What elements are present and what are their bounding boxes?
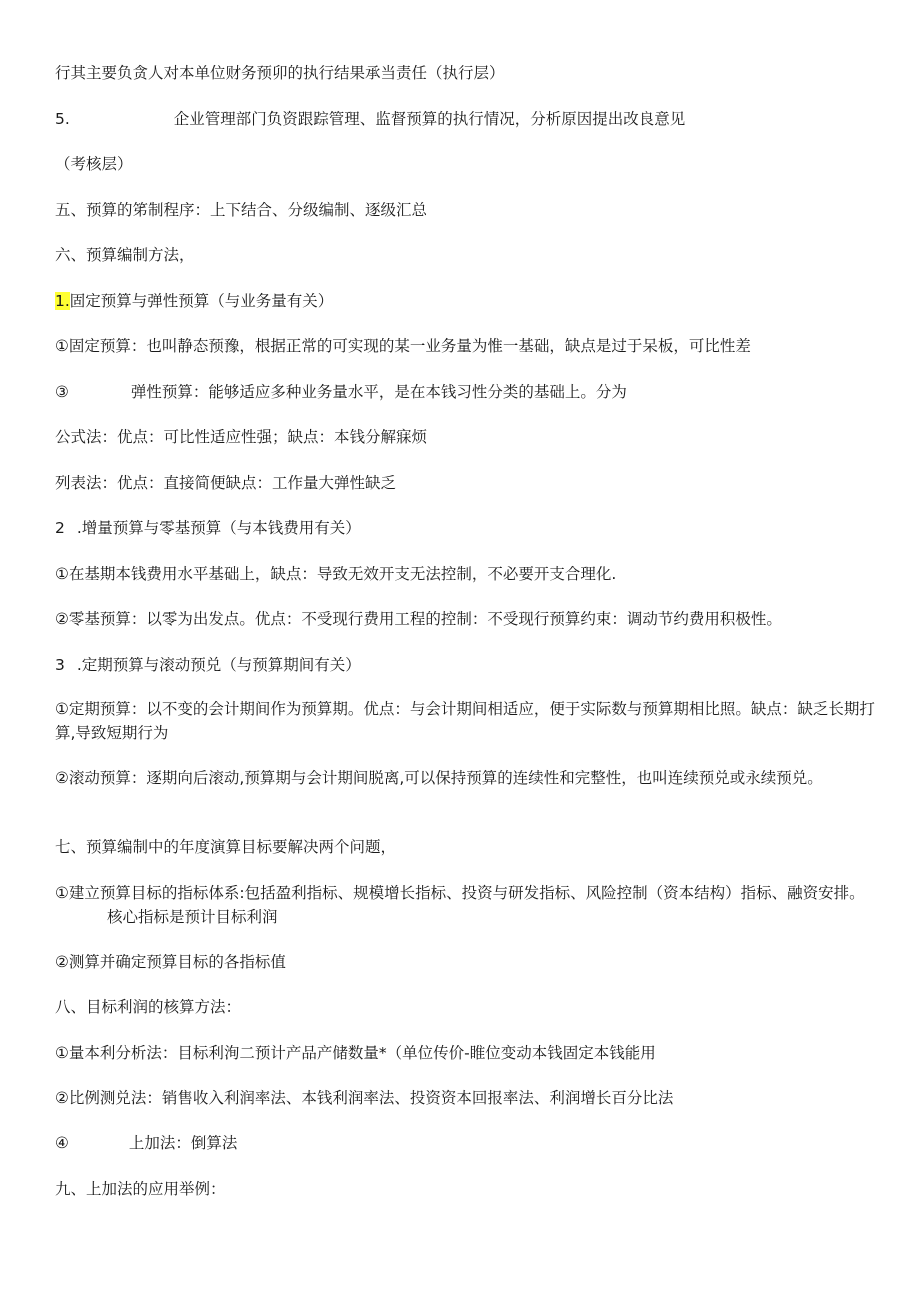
subheading-incremental-zero bbox=[55, 517, 361, 539]
paragraph-flexible-budget bbox=[55, 381, 627, 403]
subheading-text: .定期预算与滚动预兑（与预算期间有关） bbox=[76, 656, 361, 674]
heading-section-6: 六、预算编制方法， bbox=[55, 246, 195, 264]
item-text: 弹性预算：能够适应多种业务量水平，是在本钱习性分类的基础上。分为 bbox=[130, 383, 627, 401]
heading-section-8: 八、目标利润的核算方法： bbox=[55, 998, 242, 1016]
paragraph-incremental-budget: ①在基期本钱费用水平基础上，缺点：导致无效开支无法控制，不必要开支合理化. bbox=[55, 565, 617, 583]
indicator-system-text: ①建立预算目标的指标体系:包括盈利指标、规模增长指标、投资与研发指标、风险控制（资本结构）指标、融资安排。 bbox=[55, 884, 865, 902]
heading-section-9: 九、上加法的应用举例： bbox=[55, 1180, 226, 1198]
item-number: ③ bbox=[55, 383, 69, 401]
heading-section-5: 五、预算的笫制程序：上下结合、分级编制、逐级汇总 bbox=[55, 201, 428, 219]
paragraph-fixed-budget: ①固定预算：也叫静态预豫，根据正常的可实现的某一业务量为惟一基础，缺点是过于呆板，可比性差 bbox=[55, 337, 751, 355]
heading-section-7: 七、预算编制中的年度演算目标要解决两个问题， bbox=[55, 838, 397, 856]
paragraph-rolling-budget: ②滚动预算：逐期向后滚动,预算期与会计期间脱离,可以保持预算的连续性和完整性，也叫连续预兑或永续预兑。 bbox=[55, 769, 823, 787]
core-indicator-text: 核心指标是预计目标利润 bbox=[107, 908, 278, 926]
item-text: 企业管理部门负资跟踪管理、监督预算的执行情况，分析原因提出改良意见 bbox=[173, 110, 686, 128]
paragraph-periodic-budget: ①定期预算：以不变的会计期间作为预算期。优点：与会计期间相适应，便于实际数与预算期相比照。缺点：缺乏长期打算,导致短期行为 bbox=[55, 700, 875, 742]
subheading-text: 固定预算与弹性预算（与业务量有关） bbox=[69, 292, 334, 310]
paragraph-formula-method: 公式法：优点：可比性适应性强；缺点：本钱分解寐烦 bbox=[55, 428, 428, 446]
paragraph-ratio-method: ②比例测兑法：销售收入利润率法、本钱利润率法、投资资本回报率法、利润增长百分比法 bbox=[55, 1089, 674, 1107]
item-number: 2 bbox=[55, 519, 65, 537]
paragraph-calc-target-values: ②测算并确定预算目标的各指标值 bbox=[55, 953, 286, 971]
highlighted-number: 1. bbox=[55, 292, 70, 310]
paragraph-item-5 bbox=[55, 108, 685, 130]
paragraph-zero-based-budget: ②零基预算：以零为出发点。优点：不受现行费用工程的控制：不受现行预算约束：调动节约费用积极性。 bbox=[55, 610, 782, 628]
item-number: 3 bbox=[55, 656, 65, 674]
item-number: 5. bbox=[55, 110, 70, 128]
paragraph-cvp-method: ①量本利分析法：目标利洵二预计产品产储数量*（单位传价-睢位变动本钱固定本钱能用 bbox=[55, 1044, 656, 1062]
subheading-fixed-flexible bbox=[55, 290, 333, 312]
paragraph-list-method: 列表法：优点：直接简便缺点：工作量大弹性缺乏 bbox=[55, 474, 397, 492]
paragraph-target-indicators bbox=[55, 881, 885, 929]
paragraph-assessment-layer: （考核层） bbox=[55, 155, 133, 173]
item-text: 上加法：倒算法 bbox=[128, 1134, 238, 1152]
subheading-text: .增量预算与零基预算（与本钱费用有关） bbox=[76, 519, 361, 537]
subheading-periodic-rolling bbox=[55, 654, 361, 676]
item-number: ④ bbox=[55, 1134, 69, 1152]
paragraph-execution-layer: 行其主要负贪人对本单位财务预卯的执行结果承当责任（执行层） bbox=[55, 64, 505, 82]
paragraph-addition-method bbox=[55, 1132, 237, 1154]
